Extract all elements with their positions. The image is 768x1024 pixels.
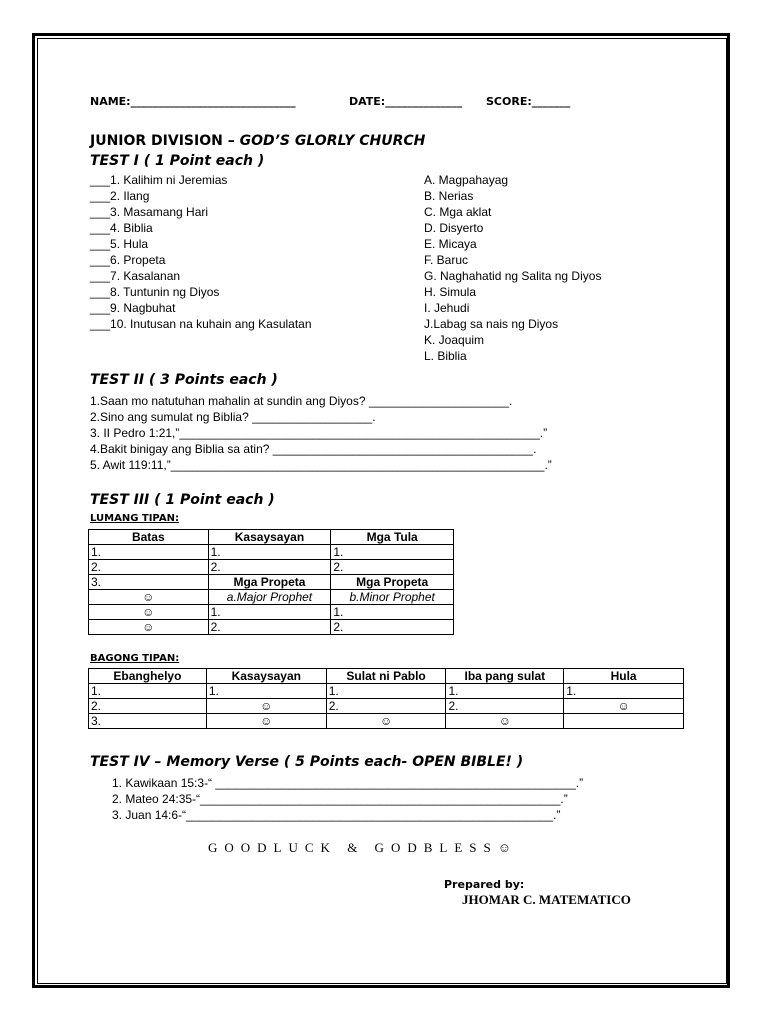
smiley-icon: ☺ [89, 620, 209, 635]
test1-item: ___5. Hula [90, 237, 149, 251]
table-row [89, 545, 454, 560]
test1-item: ___2. Ilang [90, 189, 150, 203]
name-field: NAME:______________________________ [90, 95, 296, 108]
smiley-icon: ☺ [326, 714, 446, 729]
date-field: DATE:______________ [349, 95, 463, 108]
table-cell: b.Minor Prophet [331, 590, 454, 605]
smiley-icon: ☺ [89, 605, 209, 620]
test2-item: 5. Awit 119:11,”________________________________________________________.” [90, 458, 552, 472]
table-cell: Kasaysayan [208, 530, 331, 545]
test2-heading: TEST II ( 3 Points each ) [90, 372, 278, 388]
test4-heading: TEST IV – Memory Verse ( 5 Points each- OPEN BIBLE! ) [90, 754, 524, 770]
table-cell: 2. [326, 699, 446, 714]
test1-choice: K. Joaquim [424, 333, 485, 347]
test1-choice: L. Biblia [424, 349, 467, 363]
test1-choice: D. Disyerto [424, 221, 484, 235]
table-cell: Mga Propeta [331, 575, 454, 590]
table-cell: 3. [89, 575, 209, 590]
table-cell: 1. [208, 545, 331, 560]
table-cell: Batas [89, 530, 209, 545]
table-row [89, 620, 454, 635]
test1-choice: I. Jehudi [424, 301, 470, 315]
test3-heading: TEST III ( 1 Point each ) [90, 492, 275, 508]
test1-item: ___1. Kalihim ni Jeremias [90, 173, 228, 187]
test2-item: 1.Saan mo natutuhan mahalin at sundin ang Diyos? _____________________. [90, 394, 513, 408]
smiley-icon: ☺ [89, 590, 209, 605]
test1-heading: TEST I ( 1 Point each ) [90, 153, 265, 169]
table-cell: a.Major Prophet [208, 590, 331, 605]
test1-item: ___10. Inutusan na kuhain ang Kasulatan [90, 317, 312, 331]
table-cell: Mga Tula [331, 530, 454, 545]
table-cell: 1. [326, 684, 446, 699]
table-row [89, 699, 684, 714]
author-name: JHOMAR C. MATEMATICO [462, 892, 631, 907]
test1-item: ___4. Biblia [90, 221, 153, 235]
new-testament-label: BAGONG TIPAN: [90, 653, 180, 664]
table-row [89, 684, 684, 699]
table-cell: 1. [564, 684, 684, 699]
old-testament-table [88, 529, 454, 635]
score-field: SCORE:_______ [486, 95, 571, 108]
table-cell: 3. [89, 714, 207, 729]
test1-choice: A. Magpahayag [424, 173, 509, 187]
test1-choice: E. Micaya [424, 237, 477, 251]
test1-right-list [424, 172, 601, 364]
test2-item: 3. II Pedro 1:21,”______________________________________________________.” [90, 426, 548, 440]
table-cell: Mga Propeta [208, 575, 331, 590]
table-row [89, 669, 684, 684]
table-row [89, 560, 454, 575]
test4-list [112, 775, 583, 823]
table-cell: 2. [89, 560, 209, 575]
test2-item: 2.Sino ang sumulat ng Biblia? __________________. [90, 410, 376, 424]
test1-choice: F. Baruc [424, 253, 469, 267]
table-cell: 2. [208, 620, 331, 635]
table-row [89, 575, 454, 590]
division-label: JUNIOR DIVISION [90, 133, 223, 149]
table-cell: Sulat ni Pablo [326, 669, 446, 684]
test2-list [90, 393, 552, 473]
table-cell: 2. [208, 560, 331, 575]
prepared-by-label: Prepared by: [444, 878, 525, 891]
table-cell: 2. [331, 560, 454, 575]
test1-choice: C. Mga aklat [424, 205, 492, 219]
smiley-icon: ☺ [446, 714, 564, 729]
test1-item: ___8. Tuntunin ng Diyos [90, 285, 220, 299]
test1-choice: J.Labag sa nais ng Diyos [424, 317, 559, 331]
table-cell: 2. [89, 699, 207, 714]
table-cell: 1. [206, 684, 326, 699]
smiley-icon: ☺ [206, 699, 326, 714]
test1-item: ___3. Masamang Hari [90, 205, 209, 219]
table-cell: 2. [331, 620, 454, 635]
table-row [89, 590, 454, 605]
table-cell: Iba pang sulat [446, 669, 564, 684]
test1-choice: G. Naghahatid ng Salita ng Diyos [424, 269, 602, 283]
old-testament-label: LUMANG TIPAN: [90, 513, 179, 524]
goodluck-line: GOODLUCK & GODBLESS☺ [208, 840, 519, 855]
test4-item: 1. Kawikaan 15:3-“ ______________________________________________________.” [112, 776, 584, 790]
table-cell: 1. [446, 684, 564, 699]
test1-item: ___9. Nagbuhat [90, 301, 176, 315]
test1-choice: H. Simula [424, 285, 477, 299]
document-title [90, 133, 425, 149]
smiley-icon: ☺ [206, 714, 326, 729]
table-cell: 2. [446, 699, 564, 714]
table-cell: 1. [331, 545, 454, 560]
table-cell: Kasaysayan [206, 669, 326, 684]
table-cell: Ebanghelyo [89, 669, 207, 684]
table-row [89, 605, 454, 620]
test1-left-list [90, 172, 312, 332]
table-cell: 1. [89, 545, 209, 560]
test1-choice: B. Nerias [424, 189, 474, 203]
church-label: GOD’S GLORLY CHURCH [239, 133, 426, 149]
test1-item: ___6. Propeta [90, 253, 166, 267]
table-cell: 1. [89, 684, 207, 699]
table-row [89, 530, 454, 545]
new-testament-table [88, 668, 684, 729]
table-row [89, 714, 684, 729]
table-cell: Hula [564, 669, 684, 684]
table-cell: 1. [331, 605, 454, 620]
test4-item: 3. Juan 14:6-“_______________________________________________________.” [112, 808, 561, 822]
test4-item: 2. Mateo 24:35-“______________________________________________________.” [112, 792, 568, 806]
table-cell: 1. [208, 605, 331, 620]
title-dash: – [222, 133, 240, 149]
smiley-icon: ☺ [564, 699, 684, 714]
table-cell [564, 714, 684, 729]
test2-item: 4.Bakit binigay ang Biblia sa atin? _______________________________________. [90, 442, 537, 456]
test1-item: ___7. Kasalanan [90, 269, 181, 283]
